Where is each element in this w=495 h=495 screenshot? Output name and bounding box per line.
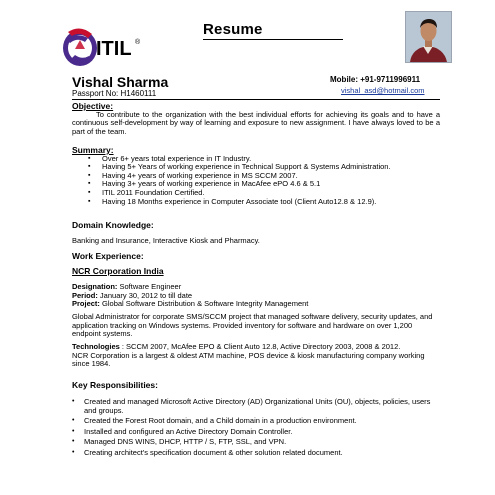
mobile-number: Mobile: +91-9711996911 [330, 75, 421, 84]
domain-text: Banking and Insurance, Interactive Kiosk and Pharmacy. [72, 236, 260, 245]
itil-logo [58, 22, 150, 74]
company-name: NCR Corporation India [72, 266, 164, 276]
list-item: • Installed and configured an Active Directory Domain Controller. [72, 428, 432, 437]
passport-number: Passport No: H1460111 [72, 89, 157, 98]
itil-logo-graphic [58, 22, 150, 74]
candidate-name: Vishal Sharma [72, 74, 169, 90]
list-item: ▪ Having 4+ years of working experience in MS SCCM 2007. [88, 172, 440, 181]
summary-section [72, 146, 440, 206]
technologies-block [72, 343, 440, 369]
list-item: • Creating architect's specification document & other solution related document. [72, 449, 432, 458]
email-link[interactable]: vishal_asd@hotmail.com [341, 86, 425, 95]
technologies-label: Technologies [72, 342, 120, 351]
list-item: • Created and managed Microsoft Active Directory (AD) Organizational Units (OU), objects, policies, users and groups. [72, 398, 432, 415]
list-item: • Created the Forest Root domain, and a Child domain in a production environment. [72, 417, 432, 426]
list-item: • Managed DNS WINS, DHCP, HTTP / S, FTP, SSL, and VPN. [72, 438, 432, 447]
work-heading: Work Experience: [72, 251, 144, 261]
domain-body [72, 237, 440, 246]
summary-heading: Summary: [72, 145, 114, 155]
job-description [72, 313, 440, 339]
period-label: Period: [72, 290, 98, 300]
designation-label: Designation: [72, 282, 118, 291]
responsibilities-heading: Key Responsibilities: [72, 380, 158, 390]
responsibilities-list [72, 398, 432, 458]
project-label: Project: [72, 299, 100, 309]
project-value: Global Software Distribution & Software Integrity Management [99, 299, 309, 309]
list-item: ▪ ITIL 2011 Foundation Certified. [88, 189, 440, 198]
summary-list [72, 155, 440, 207]
list-item: ▪ Having 5+ Years of working experience in Technical Support & Systems Administration. [88, 163, 440, 172]
itil-registered-mark: ® [135, 39, 141, 46]
list-item: ▪ Having 3+ years of working experience in MacAfee ePO 4.6 & 5.1 [88, 180, 440, 189]
period-value: January 30, 2012 to till date [97, 290, 193, 300]
objective-heading: Objective: [72, 101, 114, 111]
description-text: Global Administrator for corporate SMS/SCCM project that managed software delivery, security updates, and application tracking on Windows systems. Provided inventory for software and hardware on over 1,200 endpoint systems. [72, 312, 433, 339]
domain-section [72, 221, 440, 230]
responsibilities-body [72, 398, 432, 460]
designation-value: Software Engineer [117, 282, 182, 291]
list-item: ▪ Having 18 Months experience in Computer Associate tool (Client Auto12.8 & 12.9). [88, 198, 440, 207]
domain-heading: Domain Knowledge: [72, 220, 154, 230]
header-divider [72, 99, 440, 100]
objective-text: To contribute to the organization with the best individual efforts for achieving its goals and to have a continuous self-development by way of learning and exposure to new assignment. I have always loved to be a part of the team. [72, 109, 440, 136]
list-item: ▪ Over 6+ years total experience in IT Industry. [88, 155, 440, 164]
ncr-description: NCR Corporation is a largest & oldest ATM machine, POS device & kiosk manufacturing company working since 1984. [72, 350, 425, 369]
profile-photo [405, 11, 452, 63]
responsibilities-section [72, 381, 440, 390]
itil-logo-text: ITIL [96, 38, 132, 60]
objective-section [72, 102, 440, 136]
work-section [72, 252, 440, 261]
company-block [72, 267, 440, 276]
document-title: Resume [203, 21, 343, 40]
project-line [72, 300, 440, 309]
person-icon [406, 12, 451, 62]
job-details [72, 283, 440, 309]
technologies-value: : SCCM 2007, McAfee EPO & Client Auto 12.8, Active Directory 2003, 2008 & 2012. [119, 342, 401, 351]
